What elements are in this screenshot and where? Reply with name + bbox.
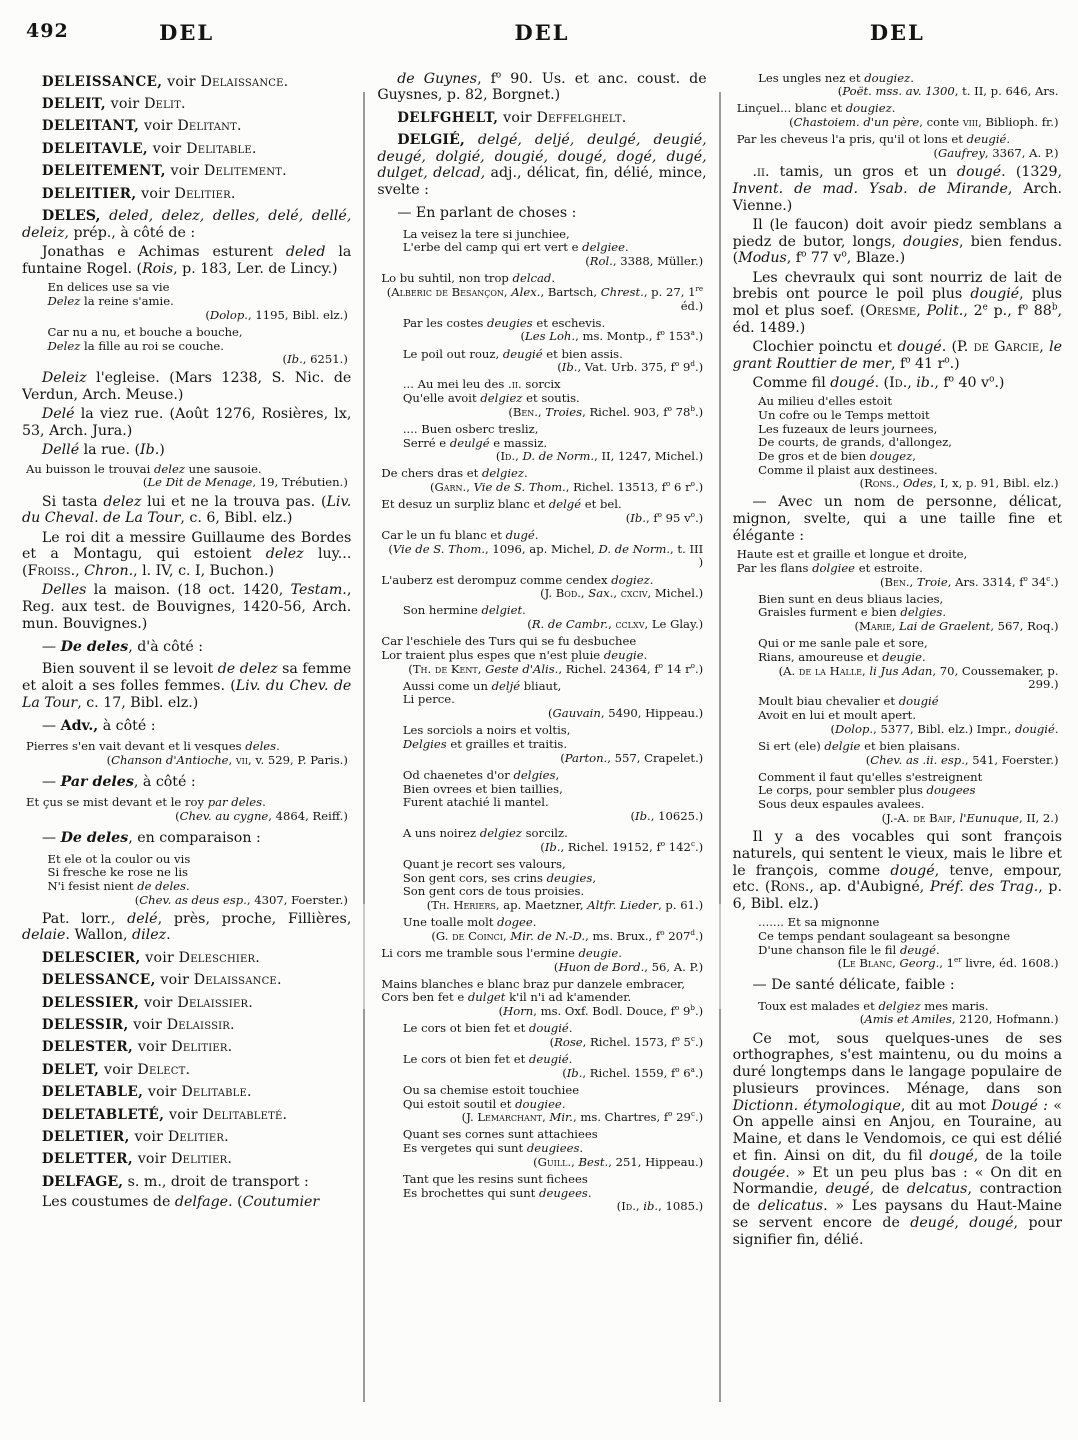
subsense-heading: — De deles, d'à côté : [41,638,204,655]
quote-line: Rians, amoureuse et deugie. [758,649,926,664]
column-2 [377,68,706,1251]
cross-reference: DELETABLETÉ, voir Delitableté. [41,1106,288,1123]
paragraph: Clochier poinctu et dougé. (P. de Garcie, le grant Routtier de mer, $f^o$ 41 $r^o$.) [732,339,1062,372]
cross-reference: DELESSIER, voir Delaissier. [41,994,253,1011]
subsense-heading: — Adv., à côté : [41,717,156,734]
quote-line: Et ele ot la coulor ou vis [47,851,191,866]
quotation [377,1128,706,1169]
quotation [22,853,351,908]
running-title-center: DEL [514,20,570,45]
quote-citation: (Rose, Richel. 1573, $f^o$ 5$^c$.) [549,1034,704,1049]
quote-line: Linçuel... blanc et dougiez. [736,101,896,116]
quotation [377,529,706,570]
running-title-right: DEL [869,20,925,45]
quote-line: Et desuz un surpliz blanc et delgé et bel. [381,497,622,512]
paragraph: Jonathas e Achimas esturent deled la funtaine Rogel. (Rois, p. 183, Ler. de Lincy.) [22,244,352,278]
quote-line: Mains blanches e blanc braz pur danzele embracer, [381,976,686,991]
quote-line: Quant je recort ses valours, [402,856,566,871]
quotation [377,947,706,974]
quote-line: Tant que les resins sunt fichees [402,1171,588,1186]
column-3 [733,68,1062,1251]
quote-citation: (Ben., Troies, Richel. 903, $f^o$ 78$^b$.) [508,403,704,419]
quote-line: De courts, de grands, d'allongez, [758,435,952,450]
quote-citation: (Garn., Vie de S. Thom., Richel. 13513, $f^o$ 6 $r^o$.) [429,479,704,495]
quotation [733,916,1062,971]
cross-reference: DELET, voir Delect. [41,1061,191,1078]
quote-line: Ce temps pendant soulageant sa besongne [758,928,1011,943]
paragraph: Delé la viez rue. (Août 1276, Rosières, lx, 53, Arch. Jura.) [22,406,352,440]
entry-headword: DELGIÉ, delgé, deljé, deulgé, deugié, deugé, dolgié, dougié, dougé, dogé, dugé, dulget, delcad, adj., délicat, fin, délié, mince, svelte : [377,131,707,199]
quote-citation: (Poët. mss. av. 1300, t. II, p. 646, Ars. [837,84,1059,99]
quote-citation: (J. Bod., Sax., cxciv, Michel.) [540,586,704,601]
quote-line: Delez la fille au roi se couche. [47,338,224,353]
quote-line: Si fresche ke rose ne lis [47,865,188,880]
quote-line: Ou sa chemise estoit touchiee [402,1082,580,1097]
quote-line: Le corps, pour sembler plus dougees [758,783,976,798]
quote-citation: (G. de Coinci, Mir. de N.-D., ms. Brux., $f^o$ 207$^d$.) [431,927,704,943]
text-columns [22,58,1062,1251]
quote-line: Aussi come un deljé bliaut, [402,678,562,693]
quotation [733,695,1062,736]
subsense-heading: — De deles, en comparaison : [41,829,261,846]
quote-line: Par les flans dolgiee et estroite. [736,560,923,575]
quote-line: A uns noirez delgiez sorcilz. [402,826,568,841]
quotation [22,326,351,367]
quote-citation: (Rons., Odes, I, x, p. 91, Bibl. elz.) [859,476,1059,491]
quote-line: Les sorciols a noirs et voltis, [402,723,571,738]
quote-citation: (Horn, ms. Oxf. Bodl. Douce, $f^o$ 9$^b$.) [498,1003,704,1019]
quote-line: Qui or me sanle pale et sore, [758,636,928,651]
cross-reference: DELESSANCE, voir Delaissance. [41,972,282,989]
cross-reference: DELEITIER, voir Delitier. [41,185,236,202]
quote-citation: (J.-A. de Baif, l'Eunuque, II, 2.) [881,810,1059,825]
quote-citation: (Huon de Bord., 56, A. P.) [553,959,704,974]
quote-line: Lor traient plus espes que n'est pluie deugie. [381,647,648,662]
quote-line: Toux est malades et delgiez mes maris. [758,998,989,1013]
continuation-paragraph: de Guynes, $f^o$ 90. Us. et anc. coust. de Guysnes, p. 82, Borgnet.) [377,69,707,104]
quotation [377,1053,706,1080]
quote-line: Car l'eschiele des Turs qui se fu desbuchee [381,634,637,649]
quote-line: Graisles furment e bien delgies. [758,605,947,620]
column-divider [363,92,365,1402]
quote-line: Es vergetes qui sunt deugiees. [402,1141,584,1156]
quote-citation: (Le Blanc, Georg., 1er livre, éd. 1608.) [837,955,1059,971]
quote-citation: (A. de la Halle, li Jus Adan, 70, Coussemaker, p. 299.) [778,663,1059,692]
paragraph: Il y a des vocables qui sont françois naturels, qui sentent le vieux, mais le libre et le françois, comme dougé, tenve, empour, etc. (Rons., ap. d'Aubigné, Préf. des Trag., p. 6, Bibl. elz.) [732,829,1062,912]
quote-line: L'erbe del camp qui ert vert e delgiee. [402,240,629,255]
quote-line: En delices use sa vie [47,280,170,295]
quote-line: ... Au mei leu des .ii. sorcix [402,377,561,392]
entry-headword: DELES, deled, delez, delles, delé, dellé, deleiz, prép., à côté de : [22,207,352,241]
quote-line: La veisez la tere si junchiee, [402,226,570,241]
subsense-heading: — Par deles, à côté : [41,773,196,790]
quote-line: Son gent cors de tous proisies. [402,884,585,899]
quote-line: Au buisson le trouvai delez une sausoie. [26,461,262,476]
quotation [22,463,351,490]
quote-line: Es brochettes qui sunt deugees. [402,1185,592,1200]
quotation [377,1173,706,1214]
quote-line: Sous deux espaules avalees. [758,797,925,812]
quote-line: Pierres s'en vait devant et li vesques deles. [26,739,280,754]
column-1 [22,68,351,1251]
page-header [22,12,1062,58]
quote-line: Lo bu suhtil, non trop delcad. [381,271,556,286]
quote-citation: (J. Lemarchant, Mir., ms. Chartres, $f^o$ 29$^c$.) [461,1109,704,1125]
quote-citation: (Ib., 10625.) [630,808,704,823]
paragraph: Pat. lorr., delé, près, proche, Fillières, delaie. Wallon, dilez. [22,910,352,944]
quote-citation: (Ib., Richel. 19152, $f^o$ 142$^c$.) [540,838,704,854]
quotation [377,916,706,943]
quotation [733,637,1062,692]
quote-citation: (Ib., $f^o$ 95 $v^o$.) [625,510,704,525]
quote-line: D'une chanson file le fil deugé. [758,942,940,957]
cross-reference: DELEIT, voir Delit. [41,95,186,112]
quote-line: Delez la reine s'amie. [47,294,174,309]
quotation [377,724,706,765]
quote-line: Une toalle molt dogee. [402,915,537,930]
quote-citation: (R. de Cambr., cclxv, Le Glay.) [527,617,704,632]
quotation [377,228,706,269]
quote-line: Les fuzeaux de leurs journees, [758,421,938,436]
quote-citation: (Amis et Amiles, 2120, Hofmann.) [859,1012,1059,1027]
quote-citation: (Parton., 557, Crapelet.) [560,750,704,765]
quote-citation: (Alberic de Besançon, Alex., Bartsch, Chrest., p. 27, 1re éd.) [386,283,704,313]
quote-line: Comme il plaist aux destinees. [758,462,938,477]
quote-citation: (Chastoiem. d'un père, conte viii, Biblioph. fr.) [789,115,1059,130]
quotation [377,769,706,824]
quote-citation: (Chev. au cygne, 4864, Reiff.) [175,809,348,824]
cross-reference: DELESCIER, voir Deleschier. [41,949,261,966]
cross-reference: DELEITEMENT, voir Delitement. [41,163,287,180]
paragraph: .ii. tamis, un gros et un dougé. (1329, Invent. de mad. Ysab. de Mirande, Arch. Vienne.) [732,164,1063,214]
paragraph: Ce mot, sous quelques-unes de ses orthographes, s'est maintenu, ou du moins a duré longtemps dans le langage populaire de plusieurs provinces. Ménage, dans son Dictionn. étymologique, dit au mot Dougé : « On appelle ainsi en Anjou, en Touraine, au Maine, et dans le Vendomois, ce qui est délié et fin. Ainsi on dit, du fil dougé, de la toile dougée. » Et un peu plus bas : « On dit en Normandie, deugé, de delcatus, contraction de delicatus. » Les paysans du Haut-Maine se servent encore de deugé, dougé, pour signifier fin, délié. [732,1030,1063,1248]
cross-reference: DELFGHELT, voir Deffelghelt. [397,109,627,126]
quotation [377,1084,706,1125]
quotation [733,771,1062,826]
paragraph: Si tasta delez lui et ne la trouva pas. (Liv. du Cheval. de La Tour, c. 6, Bibl. elz.) [22,493,352,527]
quote-line: Le cors ot bien fet et dougié. [402,1021,573,1036]
quote-citation: (Gauvain, 5490, Hippeau.) [548,706,704,721]
quote-line: Bien sunt en deus bliaus lacies, [758,591,944,606]
quotation [377,272,706,313]
quote-line: Serré e deulgé e massiz. [402,435,548,450]
cross-reference: DELESSIR, voir Delaissir. [41,1016,235,1033]
quotation [377,498,706,525]
quotation [377,378,706,419]
quotation [733,395,1062,491]
quote-citation: (Gaufrey, 3367, A. P.) [933,145,1059,160]
cross-reference: DELETTER, voir Delitier. [41,1151,233,1168]
quotation [377,317,706,344]
quote-citation: (Dolop., 5377, Bibl. elz.) Impr., dougié. [830,721,1059,736]
quote-line: Haute est et graille et longue et droite, [736,547,968,562]
quote-line: Le poil out rouz, deugié et bien assis. [402,346,623,361]
quote-citation: (Ib., Vat. Urb. 375, $f^o$ 9$^d$.) [557,359,704,375]
quotation [377,574,706,601]
quote-line: Car nu a nu, et bouche a bouche, [47,324,243,339]
quotation [733,593,1062,634]
paragraph: — Avec un nom de personne, délicat, mignon, svelte, qui a une taille fine et élégante : [732,494,1062,544]
quote-line: Si ert (ele) delgie et bien plaisans. [758,738,961,753]
quotation [733,102,1062,129]
quotation [377,348,706,375]
quote-citation: (Ib., Richel. 1559, $f^o$ 6$^a$.) [562,1064,704,1080]
paragraph: Comme fil dougé. (Id., ib., $f^o$ 40 $v^o$.) [752,374,1005,392]
quote-line: Par les cheveus l'a pris, qu'il ot lons et deugié. [736,132,1011,147]
quote-citation: (Vie de S. Thom., 1096, ap. Michel, D. de Norm., t. III ) [388,541,704,570]
quote-line: Cors ben fet e dulget k'il n'i ad k'amender. [381,990,632,1005]
quote-line: Qui estoit soutil et dougiee. [402,1096,566,1111]
quotation [377,467,706,494]
quote-line: Od chaenetes d'or delgies, [402,767,560,782]
quotation [377,604,706,631]
paragraph: Le roi dit a messire Guillaume des Bordes et a Montagu, qui estoient delez luy... (Froiss., Chron., l. IV, c. I, Buchon.) [22,529,352,580]
quote-line: L'auberz est derompuz comme cendex dogiez. [381,572,654,587]
quote-line: Par les costes deugies et eschevis. [402,315,606,330]
quotation [377,635,706,676]
cross-reference: DELEITAVLE, voir Delitable. [41,140,257,157]
quotation [733,72,1062,99]
quote-line: .... Buen osberc tresliz, [402,421,539,436]
quote-line: ....... Et sa mignonne [758,915,880,930]
quote-line: De chers dras et delgiez. [381,466,528,481]
quote-citation: (Les Loh., ms. Montp., $f^o$ 153$^a$.) [520,328,704,344]
cross-reference: DELETIER, voir Delitier. [41,1128,229,1145]
quotation [22,796,351,823]
quote-citation: (Chev. as deus esp., 4307, Foerster.) [134,892,348,907]
quote-line: Les ungles nez et dougiez. [758,70,914,85]
quotation [733,548,1062,589]
quote-citation: (Id., D. de Norm., II, 1247, Michel.) [495,449,704,464]
quotation [377,680,706,721]
entry-headword: DELFAGE, s. m., droit de transport : [41,1173,309,1190]
quote-line: Un cofre ou le Temps mettoit [758,407,930,422]
quote-line: Moult biau chevalier et dougié [758,694,939,709]
quote-line: Au milieu d'elles estoit [758,394,893,409]
quote-line: Bien ovrees et bien taillies, [402,781,563,796]
quote-citation: (Th. Heriers, ap. Maetzner, Altfr. Lieder, p. 61.) [426,897,704,912]
quotation [377,1022,706,1049]
quote-line: Qu'elle avoit delgiez et soutis. [402,391,580,406]
quote-citation: (Id., ib., 1085.) [616,1199,704,1214]
quote-citation: (Ben., Troie, Ars. 3314, $f^o$ 34$^c$.) [879,573,1059,589]
quote-citation: (Rol., 3388, Müller.) [585,254,704,268]
quote-line: Comment il faut qu'elles s'estreignent [758,769,983,784]
quote-line: Son hermine delgiet. [402,603,526,618]
quote-line: Son gent cors, ses crins deugies, [402,870,597,885]
quote-line: Avoit en lui et moult apert. [758,708,917,723]
cross-reference: DELETABLE, voir Delitable. [41,1084,252,1101]
quote-citation: (Dolop., 1195, Bibl. elz.) [205,307,348,322]
quote-line: Li cors me tramble sous l'ermine deugie. [381,945,622,960]
quote-citation: (Chanson d'Antioche, vii, v. 529, P. Paris.) [106,752,348,767]
quote-line: Furent atachié li mantel. [402,795,549,810]
quote-line: Car le un fu blanc et dugé. [381,528,539,543]
paragraph: Les coustumes de delfage. (Coutumier [41,1193,320,1210]
column-divider [719,92,721,1402]
quote-citation: (Chev. as .ii. esp., 541, Foerster.) [865,752,1059,767]
quotation [377,978,706,1019]
quote-citation: (Marie, Lai de Graelent, 567, Roq.) [854,619,1059,634]
cross-reference: DELESTER, voir Delitier. [41,1039,233,1056]
quotation [733,740,1062,767]
cross-reference: DELEITANT, voir Delitant. [41,118,242,135]
quote-line: N'i fesist nient de deles. [47,878,190,893]
paragraph: Il (le faucon) doit avoir piedz semblans a piedz de butor, longs, dougies, bien fendus. (Modus, $f^o$ 77 $v^o$, Blaze.) [732,216,1062,267]
paragraph: Les chevraulx qui sont nourriz de lait de brebis ont pource le poil plus dougié, plus mol et plus soef. (Oresme, Polit., 2e p., $f^o$ 88$^b$, éd. 1489.) [732,269,1062,336]
quote-citation: (Le Dit de Menage, 19, Trébutien.) [142,475,348,490]
quote-line: Quant ses cornes sunt attachiees [402,1127,598,1142]
quotation [733,1000,1062,1027]
quotation [733,133,1062,160]
quotation [22,281,351,322]
quote-citation: (Guill., Best., 251, Hippeau.) [533,1154,704,1169]
page-number: 492 [26,20,69,42]
quote-line: Le cors ot bien fet et deugié. [402,1052,573,1067]
running-title-left: DEL [159,20,215,45]
paragraph: Dellé la rue. (Ib.) [41,442,165,459]
quotation [377,858,706,913]
quote-citation: (Ib., 6251.) [282,352,348,367]
quote-line: Li perce. [402,692,455,707]
quotation [22,740,351,767]
subsense-heading: — De santé délicate, faible : [752,976,955,993]
paragraph: Delles la maison. (18 oct. 1420, Testam., Reg. aux test. de Bouvignes, 1420-56, Arch. mun. Bouvignes.) [22,582,352,632]
quote-line: Et çus se mist devant et le roy par deles. [26,795,266,810]
subsense-heading: — En parlant de choses : [397,204,577,221]
cross-reference: DELEISSANCE, voir Delaissance. [41,73,289,90]
quotation [377,423,706,464]
paragraph: Deleiz l'egleise. (Mars 1238, S. Nic. de Verdun, Arch. Meuse.) [22,370,352,404]
quote-line: De gros et de bien dougez, [758,448,916,463]
quotation [377,827,706,854]
quote-line: Delgies et grailles et traitis. [402,737,568,751]
paragraph: Bien souvent il se levoit de delez sa femme et aloit a ses folles femmes. (Liv. du Chev. de La Tour, c. 17, Bibl. elz.) [22,661,352,711]
quote-citation: (Th. de Kent, Geste d'Alis., Richel. 24364, $f^o$ 14 $r^o$.) [408,660,704,676]
